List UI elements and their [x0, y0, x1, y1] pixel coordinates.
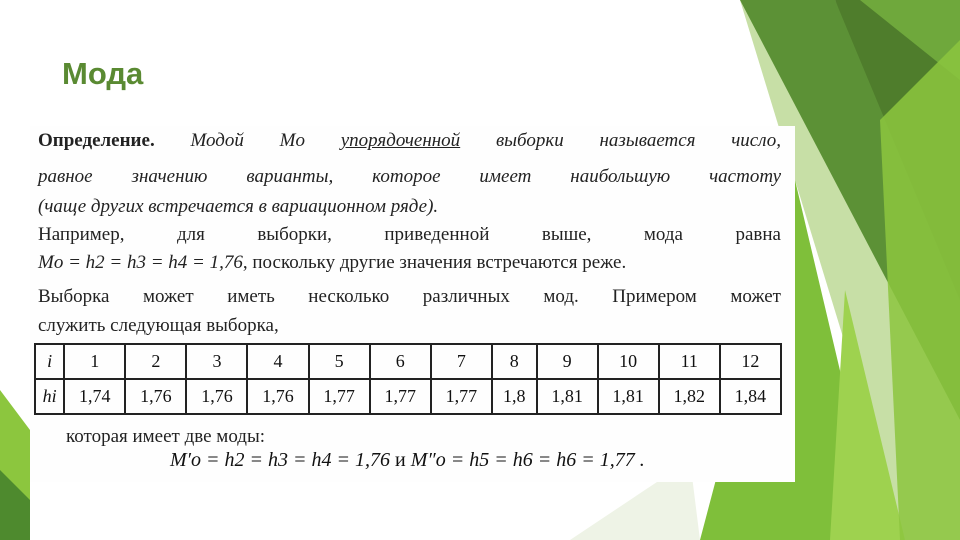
definition-line-2: равное значению варианты, которое имеет наибольшую частоту [38, 166, 781, 187]
table-cell: 1,77 [431, 379, 492, 414]
table-cell: 7 [431, 344, 492, 379]
table-cell: 6 [370, 344, 431, 379]
table-cell: 8 [492, 344, 537, 379]
example-line-2 [38, 252, 781, 274]
table-cell: 1,77 [309, 379, 370, 414]
multiple-line-1: Выборка может иметь несколько различных мод. Примером может [38, 286, 781, 307]
example-line-1: Например, для выборки, приведенной выше, мода равна [38, 224, 781, 245]
table-cell: 11 [659, 344, 720, 379]
table-cell: 1,81 [598, 379, 659, 414]
slide-title: Мода [62, 56, 144, 91]
example-line-2-rest: , поскольку другие значения встречаются реже. [242, 252, 627, 273]
definition-label: Определение. [38, 130, 155, 151]
table-cell: 10 [598, 344, 659, 379]
formula-connector: и [395, 449, 406, 471]
table-cell: 2 [125, 344, 186, 379]
two-modes-formula [170, 449, 645, 472]
first-mode-formula: M′o = h2 = h3 = h4 = 1,76 [170, 449, 391, 471]
table-cell: 1,76 [186, 379, 247, 414]
table-cell: 3 [186, 344, 247, 379]
mode-symbol: Mo [279, 130, 305, 151]
table-row-values [35, 379, 781, 414]
textbook-excerpt [30, 126, 795, 482]
example-formula: Mo = h2 = h3 = h4 = 1,76 [38, 252, 243, 273]
table-cell: 1,81 [537, 379, 598, 414]
definition-line-3: (чаще других встречается в вариационном ряде). [38, 196, 439, 217]
table-cell: 1,8 [492, 379, 537, 414]
multiple-line-2: служить следующая выборка, [38, 315, 279, 336]
definition-part2: выборки называется число, [495, 130, 781, 151]
table-cell: 9 [537, 344, 598, 379]
table-cell: 12 [720, 344, 781, 379]
table-cell: 1,84 [720, 379, 781, 414]
table-cell: 1,82 [659, 379, 720, 414]
row-label-index: i [35, 344, 64, 379]
table-cell: 1,76 [125, 379, 186, 414]
table-cell: 1,74 [64, 379, 125, 414]
frequency-table [34, 343, 782, 415]
table-cell: 1,77 [370, 379, 431, 414]
table-cell: 4 [247, 344, 308, 379]
conclusion-text: которая имеет две моды: [66, 426, 265, 447]
definition-part1: Модой [190, 130, 244, 151]
definition-line-1 [38, 130, 781, 152]
table-row-index [35, 344, 781, 379]
table-cell: 1,76 [247, 379, 308, 414]
second-mode-formula: M″o = h5 = h6 = h6 = 1,77 . [410, 449, 645, 471]
table-cell: 5 [309, 344, 370, 379]
underlined-word: упорядоченной [340, 130, 461, 151]
table-cell: 1 [64, 344, 125, 379]
row-label-value: hi [35, 379, 64, 414]
